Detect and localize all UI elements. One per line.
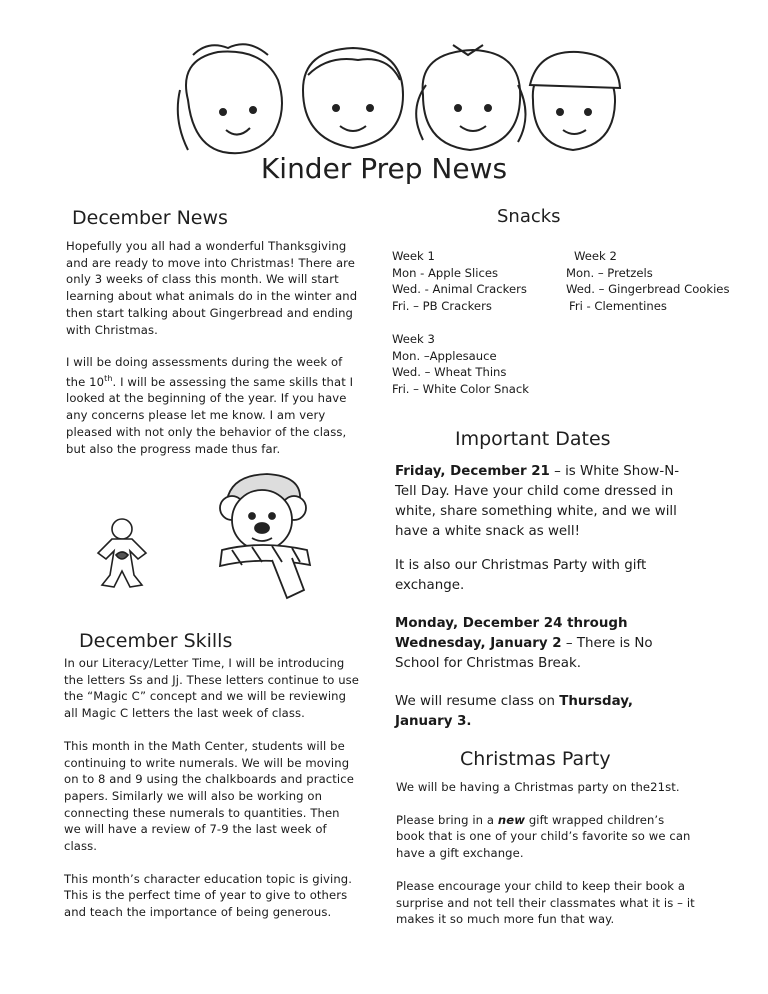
christmas-party-paragraph-2: Please bring in a new gift wrapped children’s book that is one of your child’s favorite so we can have a gift exchange. <box>396 812 691 861</box>
week3-item: Mon. –Applesauce <box>392 348 497 363</box>
december-news-paragraph-1: Hopefully you all had a wonderful Thanksgiving and are ready to move into Christmas! There are only 3 weeks of class this month. We will start learning about what animals do in the winter and then start talking about Gingerbread and ending with Christmas. <box>66 239 358 337</box>
christmas-party-paragraph-1: We will be having a Christmas party on the21st. <box>396 780 680 794</box>
date-christmas-break: Monday, December 24 through Wednesday, January 2 – There is No School for Christmas Break. <box>395 616 653 671</box>
week3-item: Fri. – White Color Snack <box>392 381 529 396</box>
week2-item: Mon. – Pretzels <box>566 265 653 280</box>
kids-header-clipart <box>168 40 624 158</box>
christmas-party-heading: Christmas Party <box>460 748 611 770</box>
week1-item: Mon - Apple Slices <box>392 265 499 280</box>
december-news-heading: December News <box>72 207 228 229</box>
week1-item: Fri. – PB Crackers <box>392 298 492 313</box>
december-news-paragraph-2: I will be doing assessments during the week of the 10th. I will be assessing the same skills that I looked at the beginning of the year. If you have any concerns please let me know. I am very pleased with not only the behavior of the class, but also the progress made thus far. <box>66 355 354 456</box>
week3-item: Wed. – Wheat Thins <box>392 365 507 379</box>
page-title: Kinder Prep News <box>260 152 508 185</box>
snowman-clipart <box>212 470 314 600</box>
week2-item: Wed. – Gingerbread Cookies <box>566 282 730 296</box>
week2-item: Fri - Clementines <box>569 298 667 313</box>
important-dates-body <box>395 462 695 732</box>
week3-label: Week 3 <box>392 332 435 346</box>
snacks-heading: Snacks <box>497 206 561 227</box>
december-skills-heading: December Skills <box>79 630 233 652</box>
date-resume-class: We will resume class on Thursday, January 3. <box>395 694 633 729</box>
snacks-week3 <box>392 331 529 397</box>
date-christmas-party: It is also our Christmas Party with gift exchange. <box>395 558 647 593</box>
christmas-party-body <box>396 779 696 928</box>
date-white-show-n-tell: Friday, December 21 – is White Show-N-Tell Day. Have your child come dressed in white, share something white, and we will have a white snack as well! <box>395 464 680 539</box>
christmas-party-paragraph-3: Please encourage your child to keep their book a surprise and not tell their classmates what it is – it makes it so much more fun that way. <box>396 878 695 927</box>
december-skills-paragraph-2: This month in the Math Center, students will be continuing to write numerals. We will be moving on to 8 and 9 using the chalkboards and practice papers. Similarly we will also be working on connecting these numerals to quantities. Then we will have a review of 7-9 the last week of class. <box>64 738 354 854</box>
gingerbread-clipart <box>92 515 152 590</box>
december-news-body <box>66 238 362 457</box>
week2-label: Week 2 <box>574 249 617 263</box>
important-dates-heading: Important Dates <box>455 428 611 450</box>
week1-item: Wed. - Animal Crackers <box>392 282 527 296</box>
week1-label: Week 1 <box>392 249 435 263</box>
december-skills-paragraph-1: In our Literacy/Letter Time, I will be introducing the letters Ss and Jj. These letters continue to use the “Magic C” concept and we will be reviewing all Magic C letters the last week of class. <box>64 656 360 721</box>
snacks-week1 <box>392 248 527 314</box>
december-skills-paragraph-3: This month’s character education topic is giving. This is the perfect time of year to give to others and teach the importance of being generous. <box>64 871 353 920</box>
december-skills-body <box>64 655 360 921</box>
snacks-week2 <box>566 248 729 314</box>
